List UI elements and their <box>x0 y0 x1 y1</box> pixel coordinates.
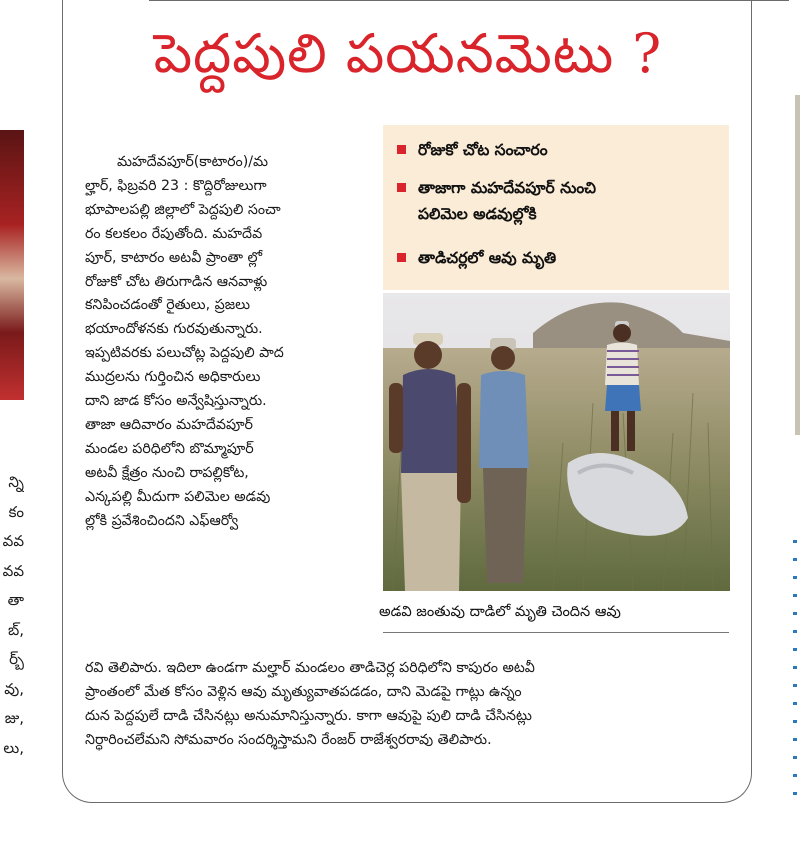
text-line: ర్బ్ <box>9 650 24 668</box>
text-line: తాజా ఆదివారం మహదేవపూర్ <box>85 416 253 433</box>
red-square-bullet-icon <box>397 183 406 192</box>
adjacent-column-right <box>778 0 800 862</box>
text-line: ఎన్కపల్లి మీదుగా పలిమెల అడవు <box>85 488 271 505</box>
text-line: రవి తెలిపారు. ఇదిలా ఉండగా మల్హార్ మండలం తాడిచెర్ల పరిధిలోని కాపురం అటవీ <box>85 660 535 676</box>
article-body-continued <box>85 657 735 753</box>
highlight-text-continued: పలిమెల అడవుల్లోకి <box>418 205 537 223</box>
text-line: భయాందోళనకు గురవుతున్నారు. <box>85 321 263 338</box>
text-line: దున పెద్దపులే దాడి చేసినట్లు అనుమానిస్తున్నారు. కాగా ఆవుపై పులి దాడి చేసినట్లు <box>85 707 532 724</box>
text-line: రం కలకలం రేపుతోంది. మహదేవ <box>85 225 263 242</box>
text-line: మహదేవపూర్(కాటారం)/మ <box>117 154 269 170</box>
text-line: కం <box>8 502 24 521</box>
text-line: మండల పరిధిలోని బొమ్మాపూర్ <box>85 440 254 457</box>
highlight-item <box>397 175 596 227</box>
text-line: వవ <box>2 561 24 580</box>
highlight-text: రోజుకో చోట సంచారం <box>418 141 548 159</box>
text-line: కనిపించడంతో రైతులు, ప్రజలు <box>85 297 251 314</box>
text-line: ల్లోకి ప్రవేశించిందని ఎఫ్ఆర్వో <box>85 512 239 529</box>
text-line: రోజుకో చోట తిరుగాడిన ఆనవాళ్లు <box>85 273 268 290</box>
highlight-item <box>397 245 556 271</box>
text-line: ల్హార్, ఫిబ్రవరి 23 : కొద్దిరోజులుగా <box>85 177 267 194</box>
adjacent-text-fragment <box>793 540 797 810</box>
article-body-column <box>85 151 385 534</box>
highlights-box <box>383 125 729 290</box>
text-line: వు, <box>4 679 24 698</box>
highlight-item <box>397 137 548 163</box>
article-top-rule <box>149 0 789 1</box>
text-line: లు, <box>3 738 24 757</box>
text-line: భూపాలపల్లి జిల్లాలో పెద్దపులి సంచా <box>85 201 281 218</box>
adjacent-column-left <box>0 0 62 862</box>
text-line: న్ని <box>8 473 24 491</box>
text-line: ఇప్పటివరకు పలుచోట్ల పెద్దపులి పాద <box>85 345 284 362</box>
text-line: వవ <box>2 532 24 550</box>
text-line: ప్రాంతంలో మేత కోసం వెళ్లిన ఆవు మృత్యువాతపడడం, దాని మెడపై గాట్లు ఉన్నం <box>85 683 522 700</box>
text-line: తా <box>7 591 24 609</box>
highlight-text: తాజాగా మహదేవపూర్ నుంచి <box>418 179 597 197</box>
caption-rule <box>383 632 729 633</box>
article-headline: పెద్దపులి పయనమెటు ? <box>153 22 663 85</box>
highlight-text: తాడిచర్లలో ఆవు మృతి <box>418 249 557 267</box>
red-square-bullet-icon <box>397 145 406 154</box>
article-photo <box>383 293 730 591</box>
text-line: పూర్, కాటారం అటవీ ప్రాంతా ల్లో <box>85 249 263 266</box>
text-line: అటవీ క్షేత్రం నుంచి రాపల్లికోట, <box>85 464 249 481</box>
adjacent-image-fragment <box>795 95 800 435</box>
news-article <box>62 0 752 803</box>
text-line: నిర్ధారించలేమని సోమవారం సందర్శిస్తామని రేంజర్ రాజేశ్వరరావు తెలిపారు. <box>85 731 492 748</box>
adjacent-photo-fragment <box>0 130 24 400</box>
photo-caption: అడవి జంతువు దాడిలో మృతి చెందిన ఆవు <box>379 604 621 620</box>
adjacent-text-fragment <box>0 468 24 763</box>
red-square-bullet-icon <box>397 253 406 262</box>
text-line: జు, <box>4 709 24 727</box>
text-line: ముద్రలను గుర్తించిన అధికారులు <box>85 369 261 386</box>
text-line: బ్, <box>7 620 24 639</box>
text-line: దాని జాడ కోసం అన్వేషిస్తున్నారు. <box>85 393 267 410</box>
